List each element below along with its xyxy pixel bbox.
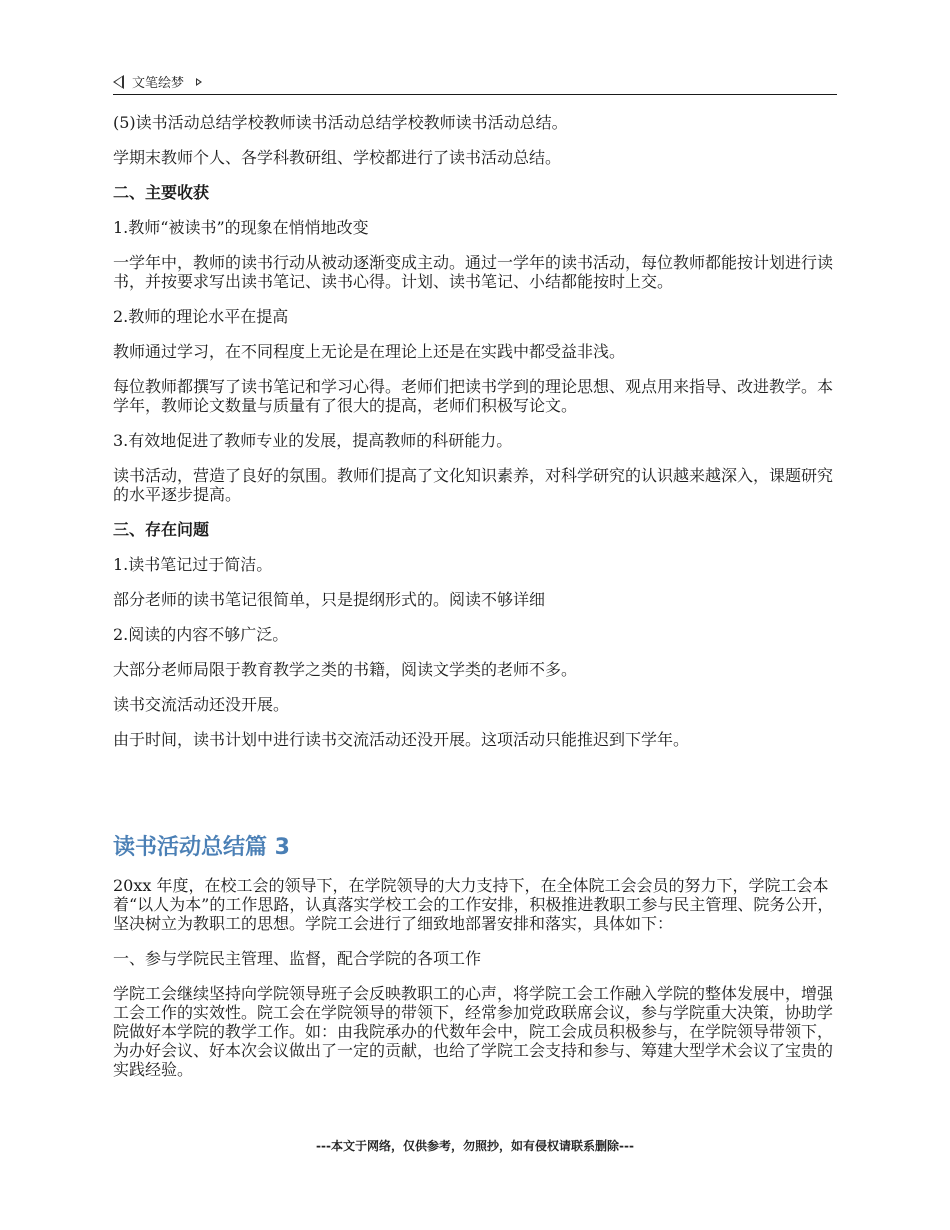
paragraph: 部分老师的读书笔记很简单，只是提纲形式的。阅读不够详细 xyxy=(113,590,546,609)
brand-label: 文笔绘梦 xyxy=(132,76,185,91)
subheading: 二、主要收获 xyxy=(113,183,210,202)
section-title: 读书活动总结篇 3 xyxy=(113,835,290,860)
paragraph: 一、参与学院民主管理、监督，配合学院的各项工作 xyxy=(113,949,482,968)
paragraph: (5)读书活动总结学校教师读书活动总结学校教师读书活动总结。 xyxy=(113,113,568,132)
paragraph: 3.有效地促进了教师专业的发展，提高教师的科研能力。 xyxy=(113,431,513,450)
page-header xyxy=(113,70,837,95)
paragraph: 每位教师都撰写了读书笔记和学习心得。老师们把读书学到的理论思想、观点用来指导、改进教学。本学年，教师论文数量与质量有了很大的提高，老师们积极写论文。 xyxy=(113,377,834,415)
paragraph: 1.教师“被读书”的现象在悄悄地改变 xyxy=(113,218,369,237)
paragraph: 2.阅读的内容不够广泛。 xyxy=(113,625,289,644)
document-body xyxy=(113,113,839,749)
paragraph: 由于时间，读书计划中进行读书交流活动还没开展。这项活动只能推迟到下学年。 xyxy=(113,730,690,749)
header-brand xyxy=(113,72,202,91)
paragraph: 教师通过学习，在不同程度上无论是在理论上还是在实践中都受益非浅。 xyxy=(113,342,626,361)
paragraph: 读书活动，营造了良好的氛围。教师们提高了文化知识素养，对科学研究的认识越来越深入，课题研究的水平逐步提高。 xyxy=(113,466,834,504)
paragraph: 2.教师的理论水平在提高 xyxy=(113,307,289,326)
paragraph: 学院工会继续坚持向学院领导班子会反映教职工的心声，将学院工会工作融入学院的整体发展中，增强工会工作的实效性。院工会在学院领导的带领下，经常参加党政联席会议，参与学院重大决策，协助学院做好本学院的教学工作。如：由我院承办的代数年会中，院工会成员积极参与，在学院领导带领下，为办好会议、好本次会议做出了一定的贡献，也给了学院工会支持和参与、筹建大型学术会议了宝贵的实践经验。 xyxy=(113,984,834,1079)
triangle-left-icon xyxy=(113,75,124,89)
paragraph: 学期末教师个人、各学科教研组、学校都进行了读书活动总结。 xyxy=(113,148,562,167)
paragraph: 一学年中，教师的读书行动从被动逐渐变成主动。通过一学年的读书活动，每位教师都能按计划进行读书，并按要求写出读书笔记、读书心得。计划、读书笔记、小结都能按时上交。 xyxy=(113,253,834,291)
section-body xyxy=(113,876,839,1079)
paragraph: 大部分老师局限于教育教学之类的书籍，阅读文学类的老师不多。 xyxy=(113,660,578,679)
page-footer: ---本文于网络，仅供参考，勿照抄，如有侵权请联系删除--- xyxy=(316,1139,634,1153)
paragraph: 20xx 年度，在校工会的领导下，在学院领导的大力支持下，在全体院工会会员的努力下，学院工会本着“以人为本”的工作思路，认真落实学校工会的工作安排，积极推进教职工参与民主管理、院务公开，坚决树立为教职工的思想。学院工会进行了细致地部署安排和落实，具体如下： xyxy=(113,876,834,933)
paragraph: 读书交流活动还没开展。 xyxy=(113,695,290,714)
paragraph: 1.读书笔记过于简洁。 xyxy=(113,555,273,574)
triangle-right-icon xyxy=(196,78,202,86)
subheading: 三、存在问题 xyxy=(113,520,210,539)
